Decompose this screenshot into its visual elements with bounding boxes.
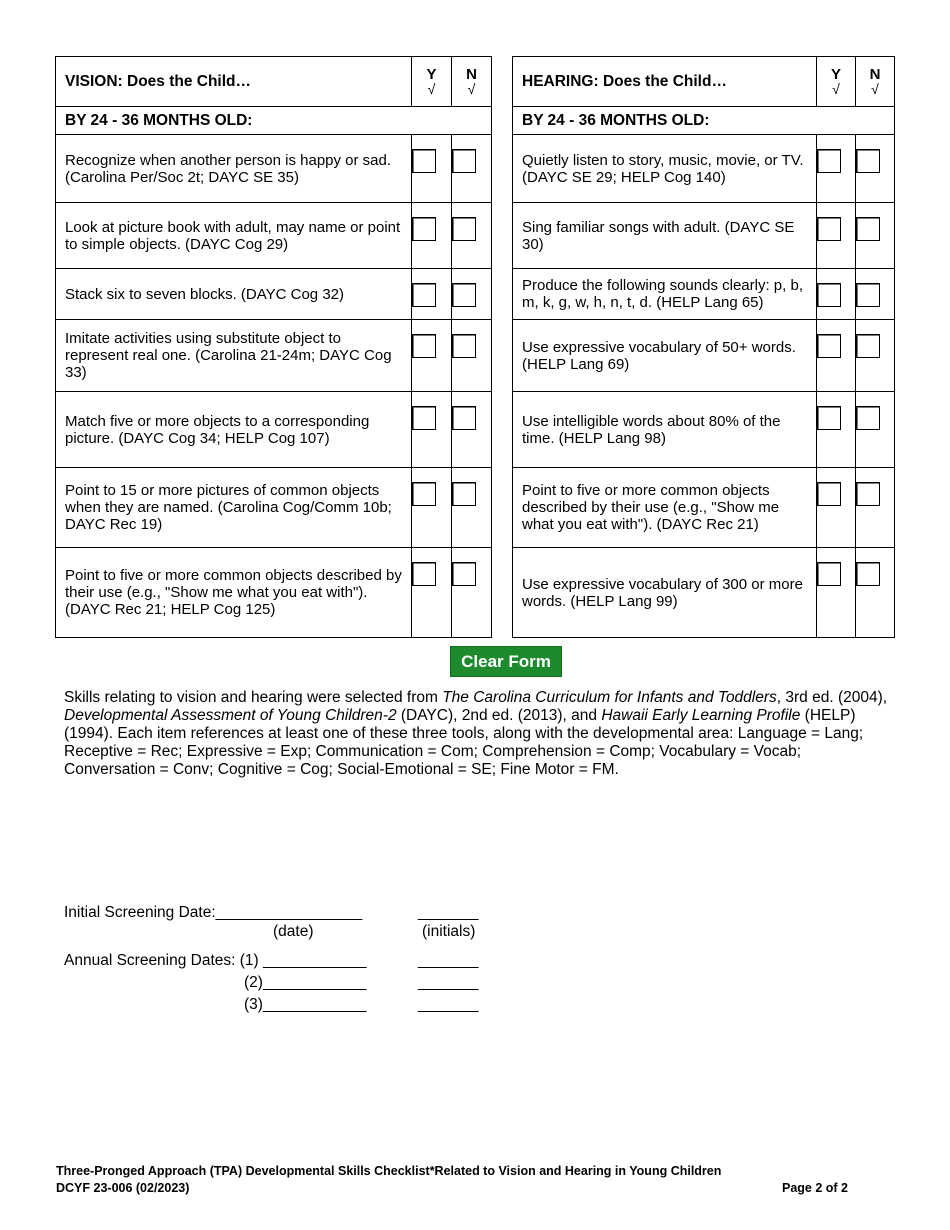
vision-yes-checkbox[interactable] — [412, 406, 436, 430]
vision-yes-checkbox[interactable] — [412, 334, 436, 358]
hearing-age-group: BY 24 - 36 MONTHS OLD: — [513, 107, 895, 135]
vision-item: Stack six to seven blocks. (DAYC Cog 32) — [56, 269, 412, 320]
hearing-yes-checkbox[interactable] — [817, 283, 841, 307]
annual-screening-initials-1-field[interactable]: _______ — [418, 952, 479, 969]
vision-item: Imitate activities using substitute object to represent real one. (Carolina 21-24m; DAYC Cog 33) — [56, 320, 412, 392]
hearing-yes-checkbox[interactable] — [817, 562, 841, 586]
vision-no-checkbox[interactable] — [452, 334, 476, 358]
date-caption: (date) — [273, 923, 314, 940]
vision-yes-checkbox[interactable] — [412, 562, 436, 586]
annual-screening-date-3-field[interactable]: (3)____________ — [244, 996, 367, 1013]
hearing-yes-checkbox[interactable] — [817, 482, 841, 506]
vision-header: VISION: Does the Child… — [56, 57, 412, 107]
vision-item: Point to five or more common objects described by their use (e.g., "Show me what you eat with"). (DAYC Rec 21; HELP Cog 125) — [56, 548, 412, 638]
hearing-yes-header: Y √ — [817, 57, 856, 107]
footer-page-number: Page 2 of 2 — [782, 1181, 848, 1195]
vision-no-checkbox[interactable] — [452, 149, 476, 173]
vision-yes-checkbox[interactable] — [412, 217, 436, 241]
vision-no-header: N √ — [452, 57, 492, 107]
footer-title: Three-Pronged Approach (TPA) Developmental Skills Checklist*Related to Vision and Hearing in Young Children — [56, 1164, 722, 1178]
vision-no-checkbox[interactable] — [452, 283, 476, 307]
vision-yes-header: Y √ — [412, 57, 452, 107]
hearing-yes-checkbox[interactable] — [817, 149, 841, 173]
hearing-item: Use intelligible words about 80% of the time. (HELP Lang 98) — [513, 392, 817, 468]
vision-item: Recognize when another person is happy or sad. (Carolina Per/Soc 2t; DAYC SE 35) — [56, 135, 412, 203]
vision-item: Look at picture book with adult, may name or point to simple objects. (DAYC Cog 29) — [56, 203, 412, 269]
vision-no-checkbox[interactable] — [452, 562, 476, 586]
hearing-no-checkbox[interactable] — [856, 482, 880, 506]
initial-screening-date-field[interactable]: Initial Screening Date:_________________ — [64, 904, 363, 921]
hearing-item: Point to five or more common objects described by their use (e.g., "Show me what you eat with"). (DAYC Rec 21) — [513, 468, 817, 548]
table-row — [513, 269, 895, 320]
check-mark-icon: √ — [871, 80, 879, 97]
annual-screening-date-2-field[interactable]: (2)____________ — [244, 974, 367, 991]
hearing-item: Sing familiar songs with adult. (DAYC SE 30) — [513, 203, 817, 269]
vision-yes-checkbox[interactable] — [412, 482, 436, 506]
check-mark-icon: √ — [427, 80, 436, 97]
initials-caption: (initials) — [422, 923, 476, 940]
footer-form-code: DCYF 23-006 (02/2023) — [56, 1181, 190, 1195]
vision-no-checkbox[interactable] — [452, 482, 476, 506]
table-row — [56, 203, 492, 269]
vision-no-checkbox[interactable] — [452, 406, 476, 430]
vision-age-row — [56, 107, 492, 135]
table-row — [513, 548, 895, 638]
table-row — [56, 135, 492, 203]
vision-item: Match five or more objects to a corresponding picture. (DAYC Cog 34; HELP Cog 107) — [56, 392, 412, 468]
hearing-item: Use expressive vocabulary of 50+ words. (HELP Lang 69) — [513, 320, 817, 392]
initial-screening-initials-field[interactable]: _______ — [418, 904, 479, 921]
vision-no-checkbox[interactable] — [452, 217, 476, 241]
table-row — [513, 320, 895, 392]
hearing-no-checkbox[interactable] — [856, 562, 880, 586]
vision-yes-checkbox[interactable] — [412, 283, 436, 307]
vision-header-row — [56, 57, 492, 107]
annual-screening-initials-3-field[interactable]: _______ — [418, 996, 479, 1013]
table-row — [513, 135, 895, 203]
table-row — [513, 468, 895, 548]
clear-form-button[interactable]: Clear Form — [450, 646, 562, 677]
skills-source-note: Skills relating to vision and hearing were selected from The Carolina Curriculum for Infants and Toddlers, 3rd ed. (2004), Developmental Assessment of Young Children-2 (DAYC), 2nd ed. (2013), and Hawaii Early Learning Profile (HELP) (1994). Each item references at least one of these three tools, along with the developmental area: Language = Lang; Receptive = Rec; Expressive = Exp; Communication = Com; Comprehension = Comp; Vocabulary = Vocab; Conversation = Conv; Cognitive = Cog; Social-Emotional = SE; Fine Motor = FM. — [64, 689, 888, 778]
annual-screening-date-1-field[interactable]: Annual Screening Dates: (1) ____________ — [64, 952, 367, 969]
table-row — [56, 548, 492, 638]
hearing-item: Produce the following sounds clearly: p, b, m, k, g, w, h, n, t, d. (HELP Lang 65) — [513, 269, 817, 320]
vision-yes-checkbox[interactable] — [412, 149, 436, 173]
hearing-item: Quietly listen to story, music, movie, or TV. (DAYC SE 29; HELP Cog 140) — [513, 135, 817, 203]
hearing-no-checkbox[interactable] — [856, 334, 880, 358]
hearing-no-checkbox[interactable] — [856, 149, 880, 173]
hearing-header: HEARING: Does the Child… — [513, 57, 817, 107]
hearing-age-row — [513, 107, 895, 135]
hearing-no-checkbox[interactable] — [856, 283, 880, 307]
hearing-no-header: N √ — [856, 57, 895, 107]
hearing-no-checkbox[interactable] — [856, 406, 880, 430]
table-row — [513, 392, 895, 468]
hearing-no-checkbox[interactable] — [856, 217, 880, 241]
vision-checklist-table — [55, 56, 492, 638]
table-row — [56, 320, 492, 392]
check-mark-icon: √ — [832, 80, 840, 97]
hearing-yes-checkbox[interactable] — [817, 217, 841, 241]
annual-screening-initials-2-field[interactable]: _______ — [418, 974, 479, 991]
hearing-item: Use expressive vocabulary of 300 or more words. (HELP Lang 99) — [513, 548, 817, 638]
hearing-yes-checkbox[interactable] — [817, 334, 841, 358]
table-row — [56, 269, 492, 320]
check-mark-icon: √ — [467, 80, 476, 97]
table-row — [56, 392, 492, 468]
hearing-checklist-table — [512, 56, 895, 638]
table-row — [513, 203, 895, 269]
hearing-yes-checkbox[interactable] — [817, 406, 841, 430]
vision-age-group: BY 24 - 36 MONTHS OLD: — [56, 107, 492, 135]
hearing-header-row — [513, 57, 895, 107]
vision-item: Point to 15 or more pictures of common objects when they are named. (Carolina Cog/Comm 10b; DAYC Rec 19) — [56, 468, 412, 548]
table-row — [56, 468, 492, 548]
